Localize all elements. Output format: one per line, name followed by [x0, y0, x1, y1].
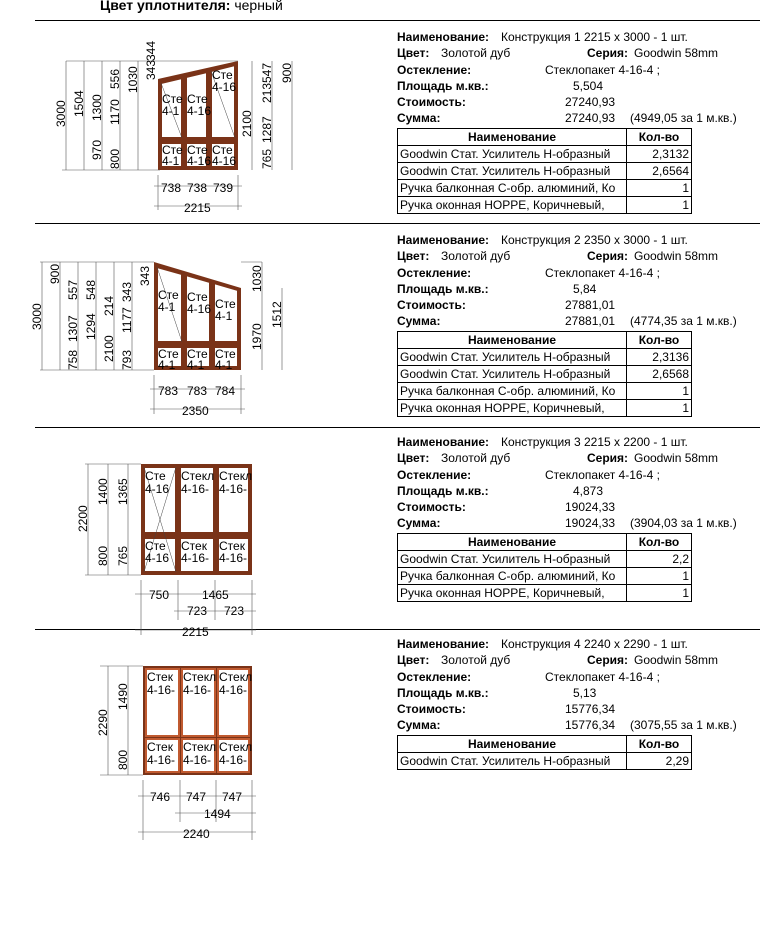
glass-label: 4-16	[212, 154, 237, 168]
table-row	[398, 550, 692, 567]
glass-label: 4-1	[158, 358, 176, 372]
glass-label: Стек	[219, 539, 245, 553]
dim-label: 343	[144, 59, 158, 80]
label: Остекление:	[397, 467, 472, 482]
glass-label: Сте	[162, 143, 183, 157]
label: Сумма:	[397, 516, 441, 531]
glass-label: 4-16	[187, 104, 212, 118]
dim-label: 747	[222, 790, 243, 804]
construction-4-drawing	[30, 662, 360, 847]
label: Площадь м.кв.:	[397, 78, 489, 93]
spec-table	[397, 128, 692, 214]
dim-label: 800	[108, 148, 122, 169]
dim-label: 2350	[182, 404, 209, 418]
color-value: Золотой дуб	[441, 46, 511, 61]
label: Сумма:	[397, 718, 441, 733]
table-row	[398, 196, 692, 213]
glass-label: Сте	[212, 143, 233, 157]
construction-2-drawing	[30, 258, 360, 423]
construction-3-svg	[30, 460, 360, 645]
item-name: Ручка балконная С-обр. алюминий, Ко	[398, 567, 627, 584]
cost-value: 27240,93	[565, 95, 616, 110]
per-m2-value: (3904,03 за 1 м.кв.)	[630, 516, 737, 531]
color-value: Золотой дуб	[441, 249, 511, 264]
col-header: Кол-во	[627, 735, 692, 752]
dim-label: 739	[213, 181, 234, 195]
item-name: Goodwin Стат. Усилитель Н-образный	[398, 752, 627, 769]
glass-label: Сте	[158, 288, 179, 302]
glass-label: Стекл	[219, 670, 253, 684]
dim-label: 723	[187, 604, 208, 618]
seal-color-label: Цвет уплотнителя:	[100, 0, 231, 13]
glass-label: Стекл	[183, 740, 217, 754]
seal-color-header	[100, 0, 283, 13]
dim-label: 1170	[108, 99, 122, 125]
construction-1-drawing	[30, 40, 360, 220]
label: Цвет:	[397, 46, 430, 61]
dim-label: 2100	[240, 110, 254, 137]
label: Сумма:	[397, 314, 441, 329]
construction-name: Конструкция 3 2215 x 2200 - 1 шт.	[501, 435, 688, 449]
label: Площадь м.кв.:	[397, 281, 489, 296]
item-name: Ручка балконная С-обр. алюминий, Ко	[398, 179, 627, 196]
construction-1-info	[397, 29, 757, 214]
dim-label: 343	[120, 281, 134, 302]
dim-label: 344	[144, 40, 158, 61]
glass-label: 4-16	[145, 482, 170, 496]
dim-label: 1307	[66, 315, 80, 342]
table-row	[398, 179, 692, 196]
dim-label: 1494	[204, 807, 231, 821]
glass-label: 4-16-	[219, 551, 248, 565]
glazing-value: Стеклопакет 4-16-4 ;	[545, 265, 660, 280]
dim-label: 900	[280, 62, 294, 83]
item-qty: 2,6568	[627, 365, 692, 382]
dim-label: 2100	[102, 335, 116, 362]
color-value: Золотой дуб	[441, 451, 511, 466]
seal-color-value: черный	[234, 0, 283, 13]
separator	[35, 223, 760, 224]
label: Остекление:	[397, 669, 472, 684]
area-value: 4,873	[573, 483, 604, 498]
glass-label: 4-1	[187, 358, 205, 372]
per-m2-value: (3075,55 за 1 м.кв.)	[630, 718, 737, 733]
construction-4-info	[397, 636, 757, 770]
item-qty: 2,3132	[627, 145, 692, 162]
col-header: Кол-во	[627, 331, 692, 348]
dim-label: 214	[102, 295, 116, 316]
construction-1-svg	[30, 40, 360, 220]
construction-name: Конструкция 1 2215 x 3000 - 1 шт.	[501, 30, 688, 44]
glass-label: Стекл	[183, 670, 217, 684]
glass-label: 4-16	[145, 551, 170, 565]
item-name: Goodwin Стат. Усилитель Н-образный	[398, 145, 627, 162]
glass-label: Стекл	[181, 469, 215, 483]
dim-label: 758	[66, 349, 80, 370]
series-value: Goodwin 58mm	[634, 451, 719, 466]
glass-label: 4-16-	[181, 482, 210, 496]
dim-label: 547	[260, 62, 274, 83]
glass-label: 4-1	[215, 309, 233, 323]
dim-label: 1300	[90, 94, 104, 121]
area-value: 5,13	[573, 685, 597, 700]
col-header: Кол-во	[627, 533, 692, 550]
spec-table	[397, 533, 692, 602]
item-name: Goodwin Стат. Усилитель Н-образный	[398, 348, 627, 365]
dim-label: 765	[116, 545, 130, 566]
dim-label: 746	[150, 790, 171, 804]
dim-label: 1030	[126, 66, 140, 93]
construction-3-info	[397, 434, 757, 602]
item-name: Ручка оконная HOPPE, Коричневый,	[398, 196, 627, 213]
spec-table	[397, 735, 692, 770]
dim-label: 2240	[183, 827, 210, 841]
glass-label: 4-16	[212, 80, 237, 94]
construction-name: Конструкция 2 2350 x 3000 - 1 шт.	[501, 233, 688, 247]
label: Цвет:	[397, 653, 430, 668]
label: Серия:	[587, 653, 629, 668]
col-header: Наименование	[398, 331, 627, 348]
dim-label: 3000	[30, 303, 44, 330]
item-qty: 1	[627, 179, 692, 196]
per-m2-value: (4949,05 за 1 м.кв.)	[630, 111, 737, 126]
dim-label: 1030	[250, 265, 264, 292]
glass-label: Сте	[187, 290, 208, 304]
dim-label: 343	[138, 265, 152, 286]
table-row	[398, 752, 692, 769]
glass-label: Сте	[215, 297, 236, 311]
area-value: 5,504	[573, 78, 604, 93]
cost-value: 19024,33	[565, 500, 616, 515]
glass-label: 4-16-	[181, 551, 210, 565]
dim-label: 784	[215, 384, 236, 398]
label: Площадь м.кв.:	[397, 483, 489, 498]
separator	[35, 20, 760, 21]
series-value: Goodwin 58mm	[634, 249, 719, 264]
glass-label: Стек	[147, 670, 173, 684]
glass-label: 4-16-	[219, 753, 248, 767]
glass-label: 4-1	[158, 300, 176, 314]
item-qty: 2,6564	[627, 162, 692, 179]
item-qty: 1	[627, 567, 692, 584]
table-row	[398, 162, 692, 179]
table-row	[398, 145, 692, 162]
dim-label: 1400	[96, 478, 110, 505]
dim-label: 1294	[84, 313, 98, 340]
item-qty: 1	[627, 399, 692, 416]
col-header: Наименование	[398, 533, 627, 550]
item-qty: 2,3136	[627, 348, 692, 365]
label: Цвет:	[397, 249, 430, 264]
dim-label: 738	[161, 181, 182, 195]
area-value: 5,84	[573, 281, 597, 296]
dim-label: 1177	[120, 307, 134, 333]
table-row	[398, 567, 692, 584]
label: Наименование:	[397, 435, 490, 449]
dim-label: 800	[116, 749, 130, 770]
dim-label: 1504	[72, 90, 86, 117]
glass-label: Стек	[181, 539, 207, 553]
glass-label: 4-16-	[219, 482, 248, 496]
label: Серия:	[587, 249, 629, 264]
cost-value: 27881,01	[565, 298, 616, 313]
item-name: Goodwin Стат. Усилитель Н-образный	[398, 162, 627, 179]
dim-label: 783	[158, 384, 179, 398]
label: Остекление:	[397, 265, 472, 280]
dim-label: 1970	[250, 323, 264, 350]
dim-label: 2215	[184, 201, 211, 215]
label: Стоимость:	[397, 702, 466, 717]
dim-label: 1465	[202, 588, 229, 602]
label: Цвет:	[397, 451, 430, 466]
glass-label: 4-1	[215, 358, 233, 372]
glass-label: 4-16-	[147, 753, 176, 767]
glass-label: Сте	[212, 68, 233, 82]
sum-value: 27881,01	[565, 314, 616, 329]
glass-label: 4-16	[187, 154, 212, 168]
item-name: Ручка оконная HOPPE, Коричневый,	[398, 584, 627, 601]
dim-label: 793	[120, 349, 134, 370]
table-row	[398, 365, 692, 382]
sum-value: 15776,34	[565, 718, 616, 733]
glass-label: Сте	[187, 347, 208, 361]
glass-label: Стекл	[219, 740, 253, 754]
glazing-value: Стеклопакет 4-16-4 ;	[545, 62, 660, 77]
dim-label: 548	[84, 279, 98, 300]
glass-label: Сте	[158, 347, 179, 361]
dim-label: 2290	[96, 709, 110, 736]
glass-label: Сте	[145, 539, 166, 553]
dim-label: 747	[186, 790, 207, 804]
glazing-value: Стеклопакет 4-16-4 ;	[545, 467, 660, 482]
glass-label: Сте	[187, 143, 208, 157]
item-qty: 1	[627, 196, 692, 213]
dim-label: 723	[224, 604, 245, 618]
item-qty: 1	[627, 382, 692, 399]
glass-label: 4-16-	[183, 753, 212, 767]
construction-4-svg	[30, 662, 360, 847]
dim-label: 2200	[76, 505, 90, 532]
glass-label: Стек	[147, 740, 173, 754]
label: Наименование:	[397, 30, 490, 44]
dim-label: 750	[149, 588, 170, 602]
table-row	[398, 348, 692, 365]
dim-label: 1287	[260, 116, 274, 143]
col-header: Кол-во	[627, 128, 692, 145]
dim-label: 783	[187, 384, 208, 398]
glass-label: 4-1	[162, 104, 180, 118]
glass-label: 4-16	[187, 302, 212, 316]
color-value: Золотой дуб	[441, 653, 511, 668]
label: Серия:	[587, 451, 629, 466]
construction-2-info	[397, 232, 757, 417]
dim-label: 738	[187, 181, 208, 195]
label: Стоимость:	[397, 95, 466, 110]
glass-label: 4-1	[162, 154, 180, 168]
table-row	[398, 399, 692, 416]
spec-table	[397, 331, 692, 417]
dim-label: 556	[108, 68, 122, 89]
item-qty: 2,2	[627, 550, 692, 567]
dim-label: 765	[260, 148, 274, 169]
label: Площадь м.кв.:	[397, 685, 489, 700]
dim-label: 900	[48, 263, 62, 284]
item-name: Ручка оконная HOPPE, Коричневый,	[398, 399, 627, 416]
item-name: Ручка балконная С-обр. алюминий, Ко	[398, 382, 627, 399]
label: Стоимость:	[397, 500, 466, 515]
sum-value: 19024,33	[565, 516, 616, 531]
dim-label: 3000	[54, 100, 68, 127]
item-name: Goodwin Стат. Усилитель Н-образный	[398, 550, 627, 567]
label: Остекление:	[397, 62, 472, 77]
col-header: Наименование	[398, 128, 627, 145]
separator	[35, 427, 760, 428]
cost-value: 15776,34	[565, 702, 616, 717]
dim-label: 1490	[116, 683, 130, 710]
construction-name: Конструкция 4 2240 x 2290 - 1 шт.	[501, 637, 688, 651]
glass-label: 4-16-	[147, 683, 176, 697]
col-header: Наименование	[398, 735, 627, 752]
glass-label: 4-16-	[219, 683, 248, 697]
table-row	[398, 382, 692, 399]
label: Серия:	[587, 46, 629, 61]
label: Сумма:	[397, 111, 441, 126]
glass-label: Сте	[162, 92, 183, 106]
label: Стоимость:	[397, 298, 466, 313]
dim-label: 800	[96, 545, 110, 566]
glass-label: Стекл	[219, 469, 253, 483]
item-qty: 1	[627, 584, 692, 601]
glass-label: 4-16-	[183, 683, 212, 697]
construction-3-drawing	[30, 460, 360, 645]
glass-label: Сте	[215, 347, 236, 361]
dim-label: 213	[260, 82, 274, 103]
per-m2-value: (4774,35 за 1 м.кв.)	[630, 314, 737, 329]
dim-label: 1512	[270, 301, 284, 328]
dim-label: 2215	[182, 625, 209, 639]
glass-label: Сте	[187, 92, 208, 106]
label: Наименование:	[397, 233, 490, 247]
item-qty: 2,29	[627, 752, 692, 769]
label: Наименование:	[397, 637, 490, 651]
series-value: Goodwin 58mm	[634, 46, 719, 61]
series-value: Goodwin 58mm	[634, 653, 719, 668]
table-row	[398, 584, 692, 601]
item-name: Goodwin Стат. Усилитель Н-образный	[398, 365, 627, 382]
glass-label: Сте	[145, 469, 166, 483]
glazing-value: Стеклопакет 4-16-4 ;	[545, 669, 660, 684]
sum-value: 27240,93	[565, 111, 616, 126]
dim-label: 557	[66, 279, 80, 300]
dim-label: 1365	[116, 478, 130, 505]
construction-2-svg	[30, 258, 360, 423]
dim-label: 970	[90, 139, 104, 160]
